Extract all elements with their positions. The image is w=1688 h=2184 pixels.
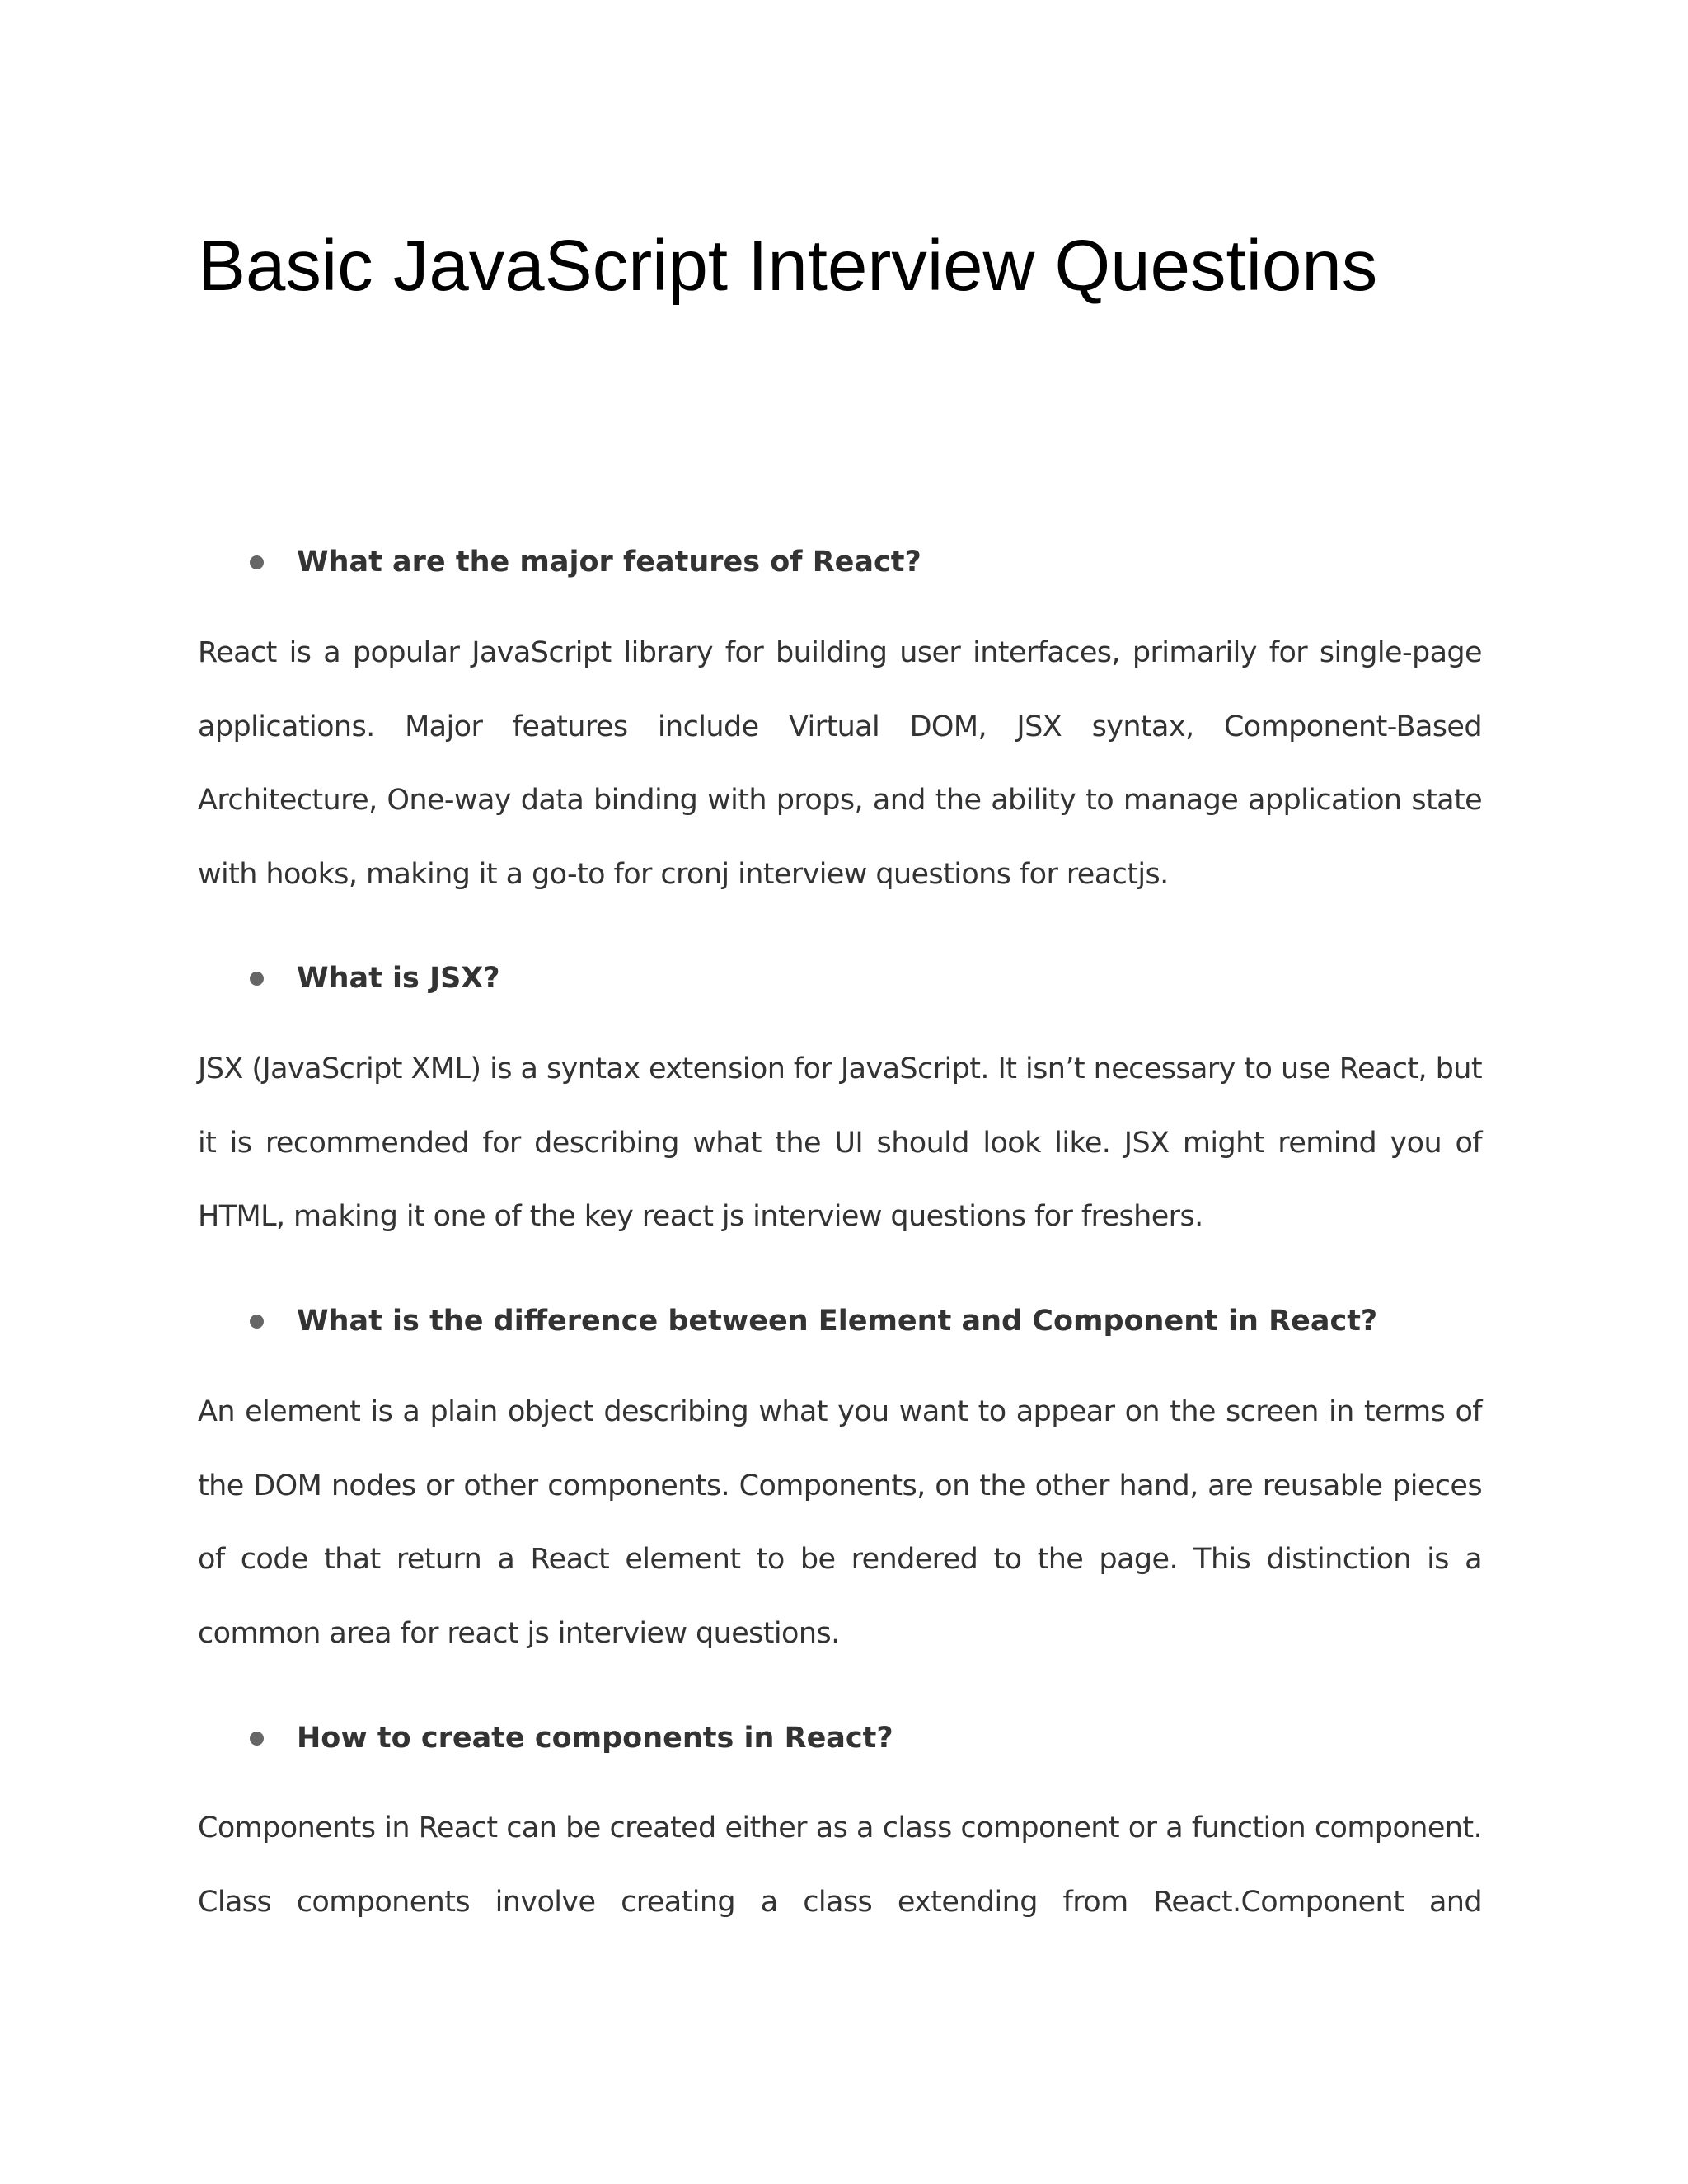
question-heading-create-components	[198, 1713, 1484, 1763]
question-text: How to create components in React?	[297, 1722, 893, 1755]
answer-paragraph-element-vs-component: An element is a plain object describing what you want to appear on the screen in terms of the DOM nodes or other components. Components, on the other hand, are reusable pieces of code that return a React element to be rendered to the page. This distinction is a common area for react js interview questions.	[198, 1395, 1482, 1650]
question-heading-element-vs-component	[198, 1296, 1484, 1346]
question-text: What is the difference between Element and Component in React?	[297, 1305, 1378, 1338]
bullet-icon	[250, 1315, 264, 1329]
question-heading-what-is-jsx	[198, 954, 1484, 1003]
answer-paragraph-what-is-jsx: JSX (JavaScript XML) is a syntax extension for JavaScript. It isn’t necessary to use React, but it is recommended for describing what the UI should look like. JSX might remind you of HTML, making it one of the key react js interview questions for freshers.	[198, 1052, 1482, 1233]
answer-paragraph-create-components: Components in React can be created either as a class component or a function component. Class components involve creating a class extending from React.Component and	[198, 1811, 1482, 1919]
bullet-icon	[250, 972, 264, 986]
question-heading-major-features	[198, 537, 1484, 587]
page-title: Basic JavaScript Interview Questions	[198, 226, 1378, 306]
bullet-icon	[250, 1732, 264, 1746]
question-text: What are the major features of React?	[297, 546, 921, 579]
answer-paragraph-major-features: React is a popular JavaScript library for building user interfaces, primarily for single-page applications. Major features include Virtual DOM, JSX syntax, Component-Based Architecture, One-way data binding with props, and the ability to manage application state with hooks, making it a go-to for cronj interview questions for reactjs.	[198, 636, 1482, 891]
question-text: What is JSX?	[297, 962, 500, 995]
bullet-icon	[250, 555, 264, 569]
